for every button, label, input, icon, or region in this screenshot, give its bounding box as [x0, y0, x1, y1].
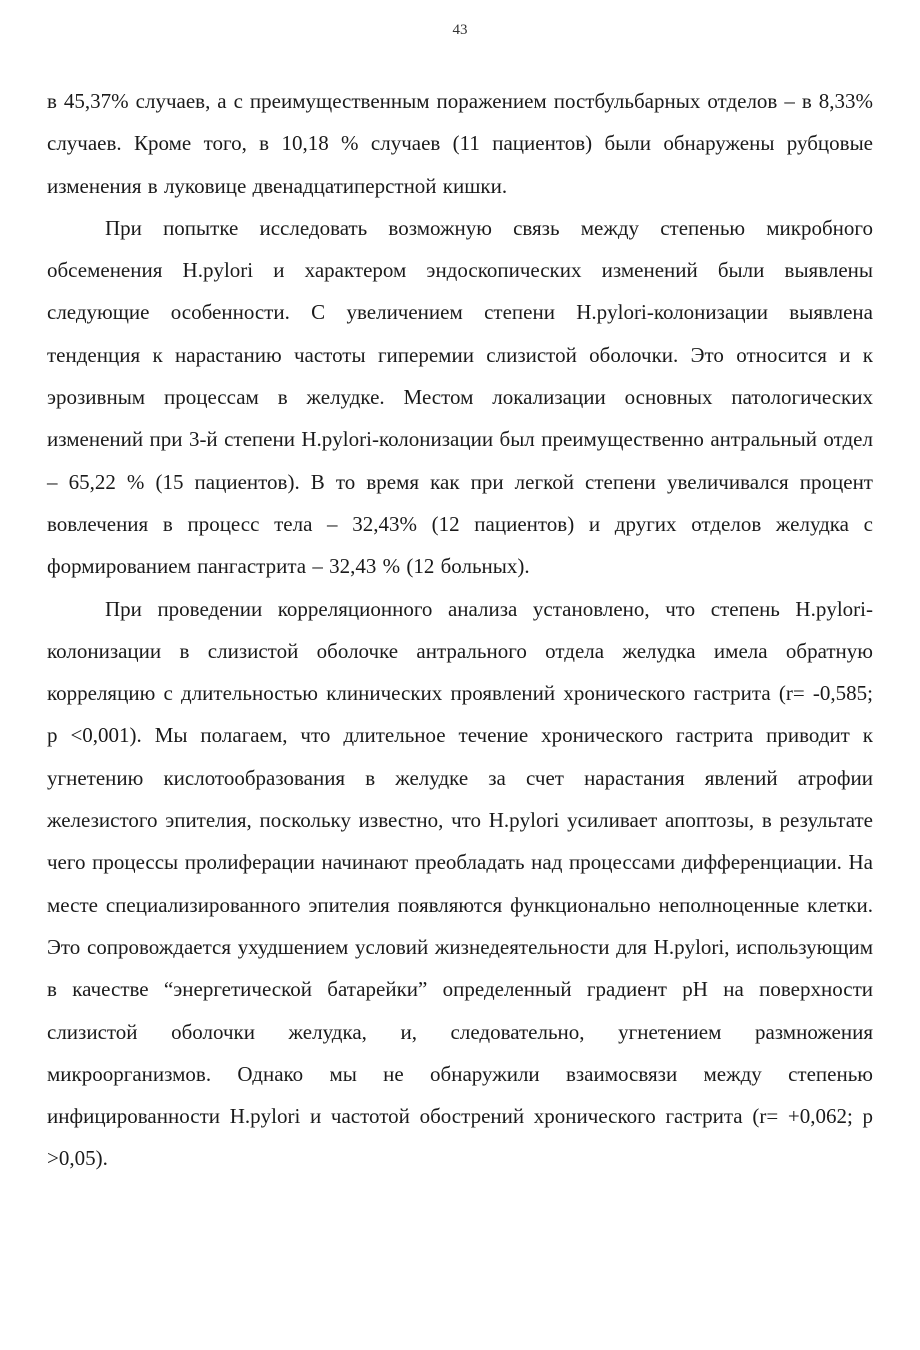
page-number: 43: [452, 22, 468, 38]
paragraph-endoscopic-changes: При попытке исследовать возможную связь между степенью микробного обсеменения H.pylori и характером эндоскопических изменений были выявлены следующие особенности. С увеличением степени H.pylori-колонизации выявлена тенденция к нарастанию частоты гиперемии слизистой оболочки. Это относится и к эрозивным процессам в желудке. Местом локализации основных патологических изменений при 3-й степени H.pylori-колонизации был преимущественно антральный отдел – 65,22 % (15 пациентов). В то время как при легкой степени увеличивался процент вовлечения в процесс тела – 32,43% (12 пациентов) и других отделов желудка с формированием пангастрита – 32,43 % (12 больных).: [47, 215, 873, 579]
paragraph-correlation-analysis: При проведении корреляционного анализа установлено, что степень H.pylori-колонизации в слизистой оболочке антрального отдела желудка имела обратную корреляцию с длительностью клинических проявлений хронического гастрита (r= -0,585; p <0,001). Мы полагаем, что длительное течение хронического гастрита приводит к угнетению кислотообразования в желудке за счет нарастания явлений атрофии железистого эпителия, поскольку известно, что H.pylori усиливает апоптозы, в результате чего процессы пролиферации начинают преобладать над процессами дифференциации. На месте специализированного эпителия появляются функционально неполноценные клетки. Это сопровождается ухудшением условий жизнедеятельности для H.pylori, использующим в качестве “энергетической батарейки” определенный градиент pH на поверхности слизистой оболочки желудка, и, следовательно, угнетением размножения микроорганизмов. Однако мы не обнаружили взаимосвязи между степенью инфицированности H.pylori и частотой обострений хронического гастрита (r= +0,062; p >0,05).: [47, 596, 873, 1171]
paragraph-continuation: в 45,37% случаев, а с преимущественным поражением постбульбарных отделов – в 8,33% случаев. Кроме того, в 10,18 % случаев (11 пациентов) были обнаружены рубцовые изменения в луковице двенадцатиперстной кишки.: [47, 89, 873, 198]
document-body: [47, 80, 873, 1180]
